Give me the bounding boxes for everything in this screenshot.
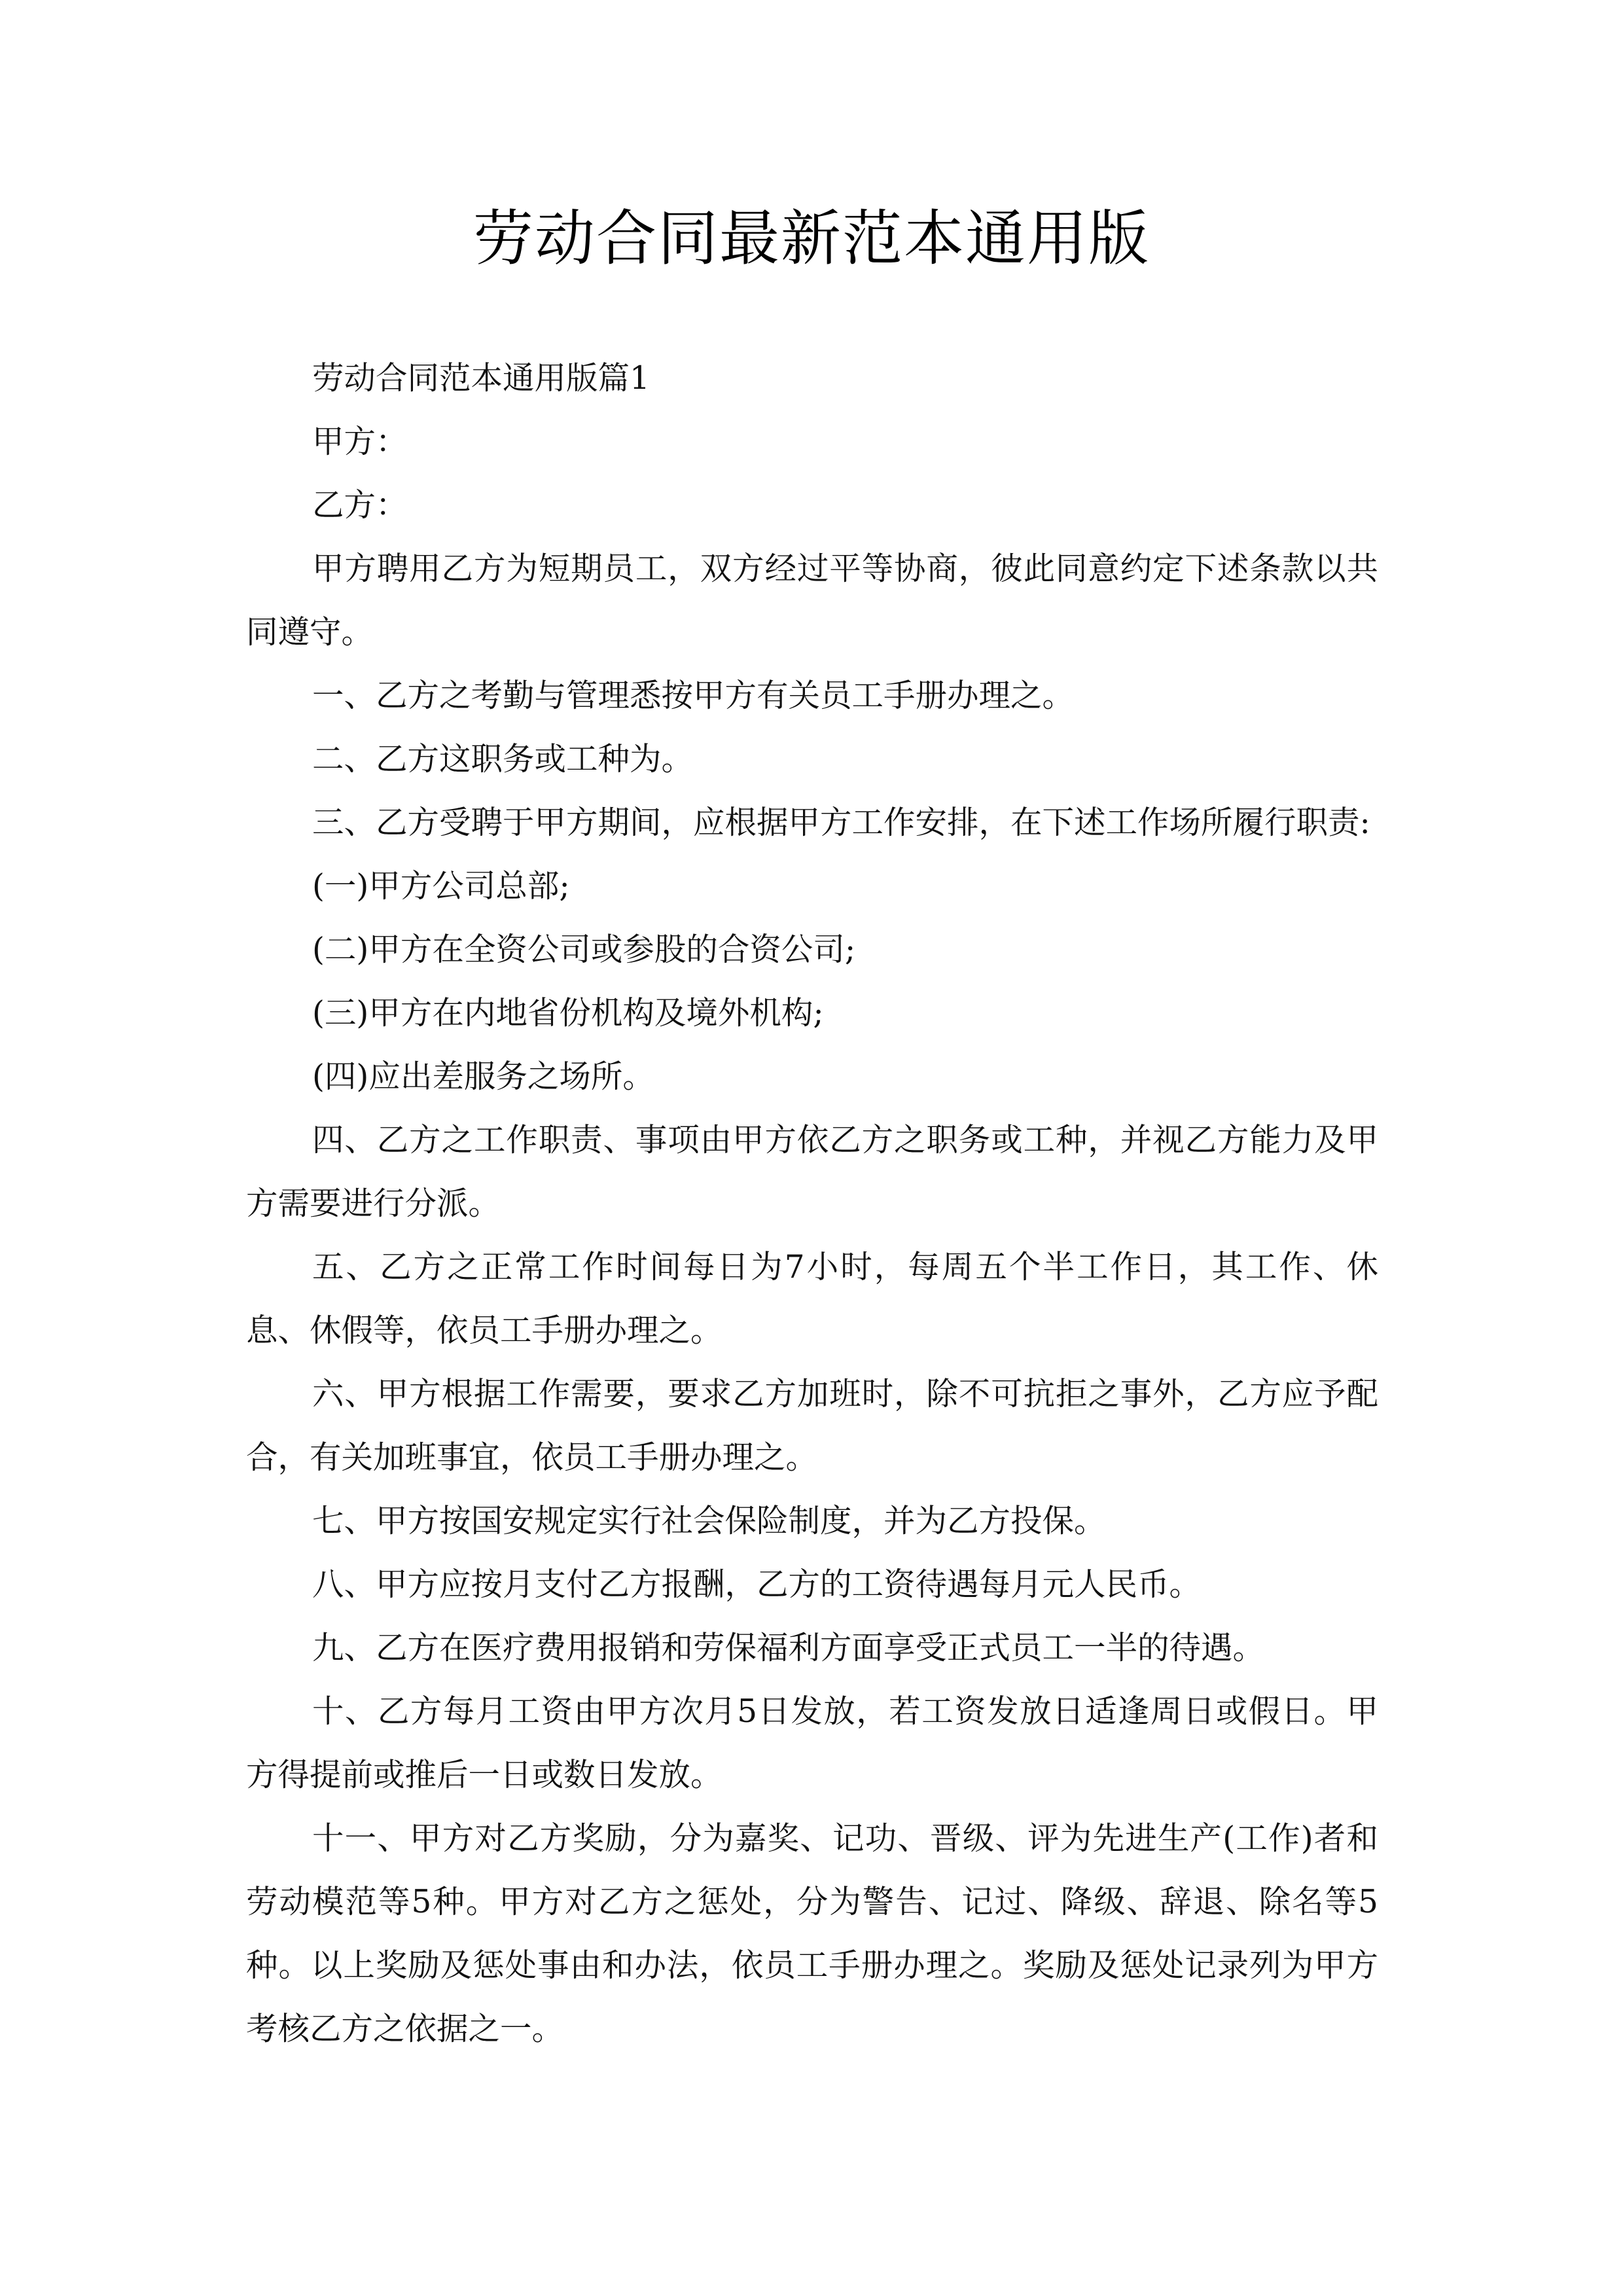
clause-7: 七、甲方按国安规定实行社会保险制度，并为乙方投保。	[312, 1503, 1106, 1539]
document-body	[246, 347, 1378, 2061]
clause-1: 一、乙方之考勤与管理悉按甲方有关员工手册办理之。	[312, 677, 1075, 714]
clause-10: 十、乙方每月工资由甲方次月5日发放，若工资发放日适逢周日或假日。甲方得提前或推后一日或数日发放。	[246, 1693, 1378, 1793]
clause-9: 九、乙方在医疗费用报销和劳保福利方面享受正式员工一半的待遇。	[312, 1630, 1265, 1666]
section-heading: 劳动合同范本通用版篇1	[312, 360, 650, 397]
clause-6: 六、甲方根据工作需要，要求乙方加班时，除不可抗拒之事外，乙方应予配合，有关加班事宜，依员工手册办理之。	[246, 1376, 1378, 1476]
clause-3-item-2: (二)甲方在全资公司或参股的合资公司;	[312, 931, 856, 968]
clause-4: 四、乙方之工作职责、事项由甲方依乙方之职务或工种，并视乙方能力及甲方需要进行分派。	[246, 1122, 1378, 1222]
clause-3-item-3: (三)甲方在内地省份机构及境外机构;	[312, 995, 824, 1031]
party-a-label: 甲方：	[312, 423, 408, 460]
clause-11: 十一、甲方对乙方奖励，分为嘉奖、记功、晋级、评为先进生产(工作)者和劳动模范等5种。甲方对乙方之惩处，分为警告、记过、降级、辞退、除名等5种。以上奖励及惩处事由和办法，依员工手册办理之。奖励及惩处记录列为甲方考核乙方之依据之一。	[246, 1820, 1378, 2047]
clause-3: 三、乙方受聘于甲方期间，应根据甲方工作安排，在下述工作场所履行职责:	[312, 804, 1370, 841]
clause-3-item-1: (一)甲方公司总部;	[312, 868, 570, 905]
clause-5: 五、乙方之正常工作时间每日为7小时，每周五个半工作日，其工作、休息、休假等，依员工手册办理之。	[246, 1249, 1378, 1349]
document-title: 劳动合同最新范本通用版	[473, 204, 1150, 274]
clause-3-item-4: (四)应出差服务之场所。	[312, 1058, 654, 1095]
intro-paragraph: 甲方聘用乙方为短期员工，双方经过平等协商，彼此同意约定下述条款以共同遵守。	[246, 550, 1378, 651]
clause-8: 八、甲方应按月支付乙方报酬，乙方的工资待遇每月元人民币。	[312, 1566, 1202, 1603]
party-b-label: 乙方：	[312, 487, 408, 524]
clause-2: 二、乙方这职务或工种为。	[312, 741, 694, 778]
